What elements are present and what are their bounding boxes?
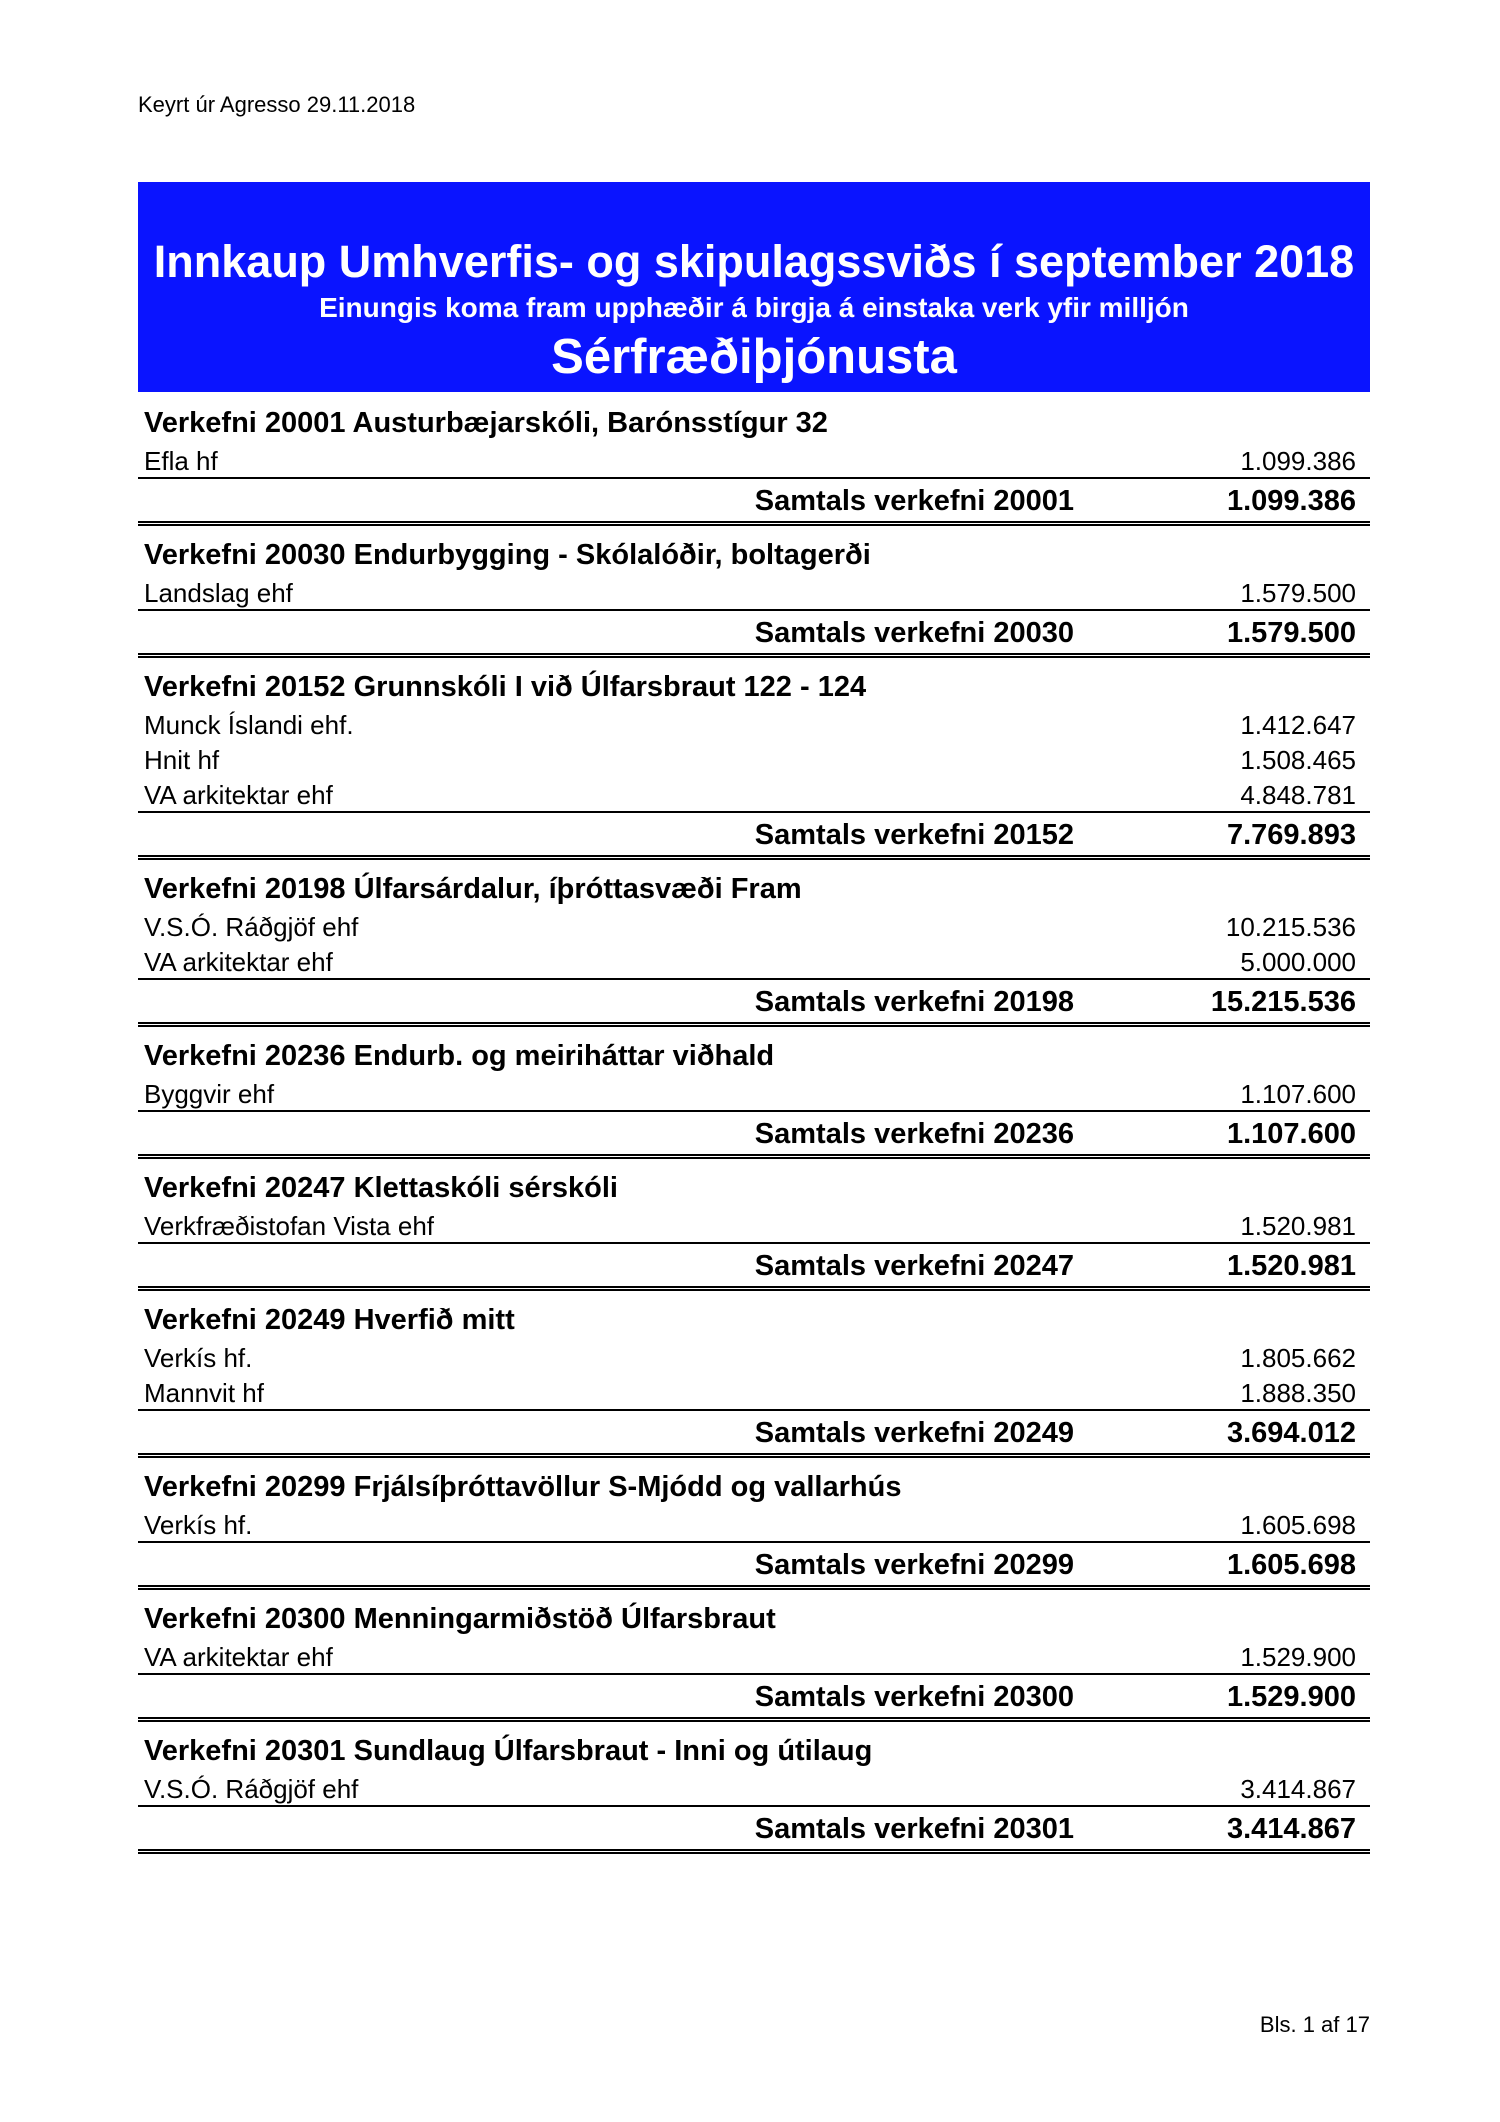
- project-title: Verkefni 20249 Hverfið mitt: [144, 1304, 515, 1336]
- project-total-amount: 15.215.536: [1210, 986, 1356, 1018]
- project-section: [138, 664, 1370, 860]
- project-section: [138, 1165, 1370, 1291]
- project-total-amount: 1.520.981: [1226, 1250, 1356, 1282]
- project-section: [138, 532, 1370, 658]
- page-number: Bls. 1 af 17: [1259, 2012, 1370, 2037]
- project-total-amount: 1.107.600: [1226, 1118, 1356, 1150]
- project-total-label: Samtals verkefni 20152: [754, 819, 1074, 851]
- project-total-row: [138, 611, 1370, 658]
- vendor-name: Munck Íslandi ehf.: [144, 710, 354, 740]
- vendor-row: [138, 706, 1370, 741]
- vendor-amount: 1.520.981: [1240, 1211, 1356, 1241]
- vendor-amount: 1.805.662: [1240, 1343, 1356, 1373]
- project-section: [138, 400, 1370, 526]
- vendor-name: Verkfræðistofan Vista ehf: [144, 1211, 435, 1241]
- project-total-row: [138, 1807, 1370, 1854]
- vendor-row: [138, 442, 1370, 479]
- vendor-name: VA arkitektar ehf: [144, 780, 333, 810]
- project-total-row: [138, 479, 1370, 526]
- project-title: Verkefni 20236 Endurb. og meiriháttar viðhald: [144, 1040, 775, 1072]
- vendor-row: [138, 943, 1370, 980]
- report-source-line: Keyrt úr Agresso 29.11.2018: [138, 92, 416, 117]
- project-total-label: Samtals verkefni 20299: [754, 1549, 1074, 1581]
- vendor-row: [138, 1075, 1370, 1112]
- vendor-amount: 1.888.350: [1240, 1378, 1356, 1408]
- project-title: Verkefni 20001 Austurbæjarskóli, Barónsstígur 32: [144, 407, 828, 439]
- project-section: [138, 866, 1370, 1027]
- vendor-row: [138, 574, 1370, 611]
- vendor-name: Hnit hf: [144, 745, 220, 775]
- project-title: Verkefni 20299 Frjálsíþróttavöllur S-Mjódd og vallarhús: [144, 1471, 902, 1503]
- project-title: Verkefni 20030 Endurbygging - Skólalóðir, boltagerði: [144, 539, 871, 571]
- project-title: Verkefni 20301 Sundlaug Úlfarsbraut - Inni og útilaug: [144, 1735, 873, 1767]
- project-section: [138, 1596, 1370, 1722]
- report-category: Sérfræðiþjónusta: [551, 330, 957, 384]
- vendor-row: [138, 1339, 1370, 1374]
- project-total-label: Samtals verkefni 20198: [754, 986, 1074, 1018]
- project-total-amount: 3.414.867: [1226, 1813, 1356, 1845]
- report-title: Innkaup Umhverfis- og skipulagssviðs í september 2018: [153, 236, 1355, 287]
- vendor-amount: 1.579.500: [1240, 578, 1356, 608]
- project-total-row: [138, 1543, 1370, 1590]
- project-total-row: [138, 1411, 1370, 1458]
- vendor-amount: 5.000.000: [1240, 947, 1356, 977]
- vendor-name: Mannvit hf: [144, 1378, 264, 1408]
- vendor-name: Efla hf: [144, 446, 218, 476]
- vendor-row: [138, 1374, 1370, 1411]
- vendor-amount: 3.414.867: [1240, 1774, 1356, 1804]
- projects-list: [138, 400, 1370, 1860]
- vendor-amount: 1.508.465: [1240, 745, 1356, 775]
- vendor-row: [138, 1506, 1370, 1543]
- vendor-name: VA arkitektar ehf: [144, 947, 333, 977]
- project-total-row: [138, 1675, 1370, 1722]
- project-total-amount: 1.099.386: [1226, 485, 1356, 517]
- project-total-amount: 1.529.900: [1226, 1681, 1356, 1713]
- project-section: [138, 1033, 1370, 1159]
- project-total-label: Samtals verkefni 20301: [754, 1813, 1074, 1845]
- vendor-name: V.S.Ó. Ráðgjöf ehf: [144, 912, 359, 942]
- project-total-row: [138, 813, 1370, 860]
- vendor-name: Landslag ehf: [144, 578, 293, 608]
- vendor-amount: 1.605.698: [1240, 1510, 1356, 1540]
- project-section: [138, 1728, 1370, 1854]
- project-total-amount: 1.605.698: [1226, 1549, 1356, 1581]
- vendor-name: Verkís hf.: [144, 1343, 253, 1373]
- project-title: Verkefni 20152 Grunnskóli I við Úlfarsbraut 122 - 124: [144, 671, 867, 703]
- project-total-label: Samtals verkefni 20249: [754, 1417, 1074, 1449]
- vendor-row: [138, 1638, 1370, 1675]
- vendor-name: V.S.Ó. Ráðgjöf ehf: [144, 1774, 359, 1804]
- vendor-amount: 1.412.647: [1240, 710, 1356, 740]
- project-total-label: Samtals verkefni 20247: [754, 1250, 1074, 1282]
- vendor-row: [138, 1770, 1370, 1807]
- vendor-row: [138, 1207, 1370, 1244]
- project-title: Verkefni 20198 Úlfarsárdalur, íþróttasvæði Fram: [144, 873, 802, 905]
- project-total-label: Samtals verkefni 20030: [754, 617, 1074, 649]
- project-section: [138, 1297, 1370, 1458]
- vendor-amount: 4.848.781: [1240, 780, 1356, 810]
- project-total-row: [138, 980, 1370, 1027]
- project-title: Verkefni 20247 Klettaskóli sérskóli: [144, 1172, 618, 1204]
- report-subtitle: Einungis koma fram upphæðir á birgja á einstaka verk yfir milljón: [319, 292, 1189, 323]
- vendor-row: [138, 776, 1370, 813]
- vendor-row: [138, 741, 1370, 776]
- project-total-label: Samtals verkefni 20300: [754, 1681, 1074, 1713]
- project-total-label: Samtals verkefni 20001: [754, 485, 1074, 517]
- project-total-row: [138, 1112, 1370, 1159]
- report-banner: [138, 182, 1370, 392]
- vendor-name: VA arkitektar ehf: [144, 1642, 333, 1672]
- project-total-row: [138, 1244, 1370, 1291]
- vendor-amount: 1.529.900: [1240, 1642, 1356, 1672]
- project-title: Verkefni 20300 Menningarmiðstöð Úlfarsbraut: [144, 1603, 776, 1635]
- vendor-name: Verkís hf.: [144, 1510, 253, 1540]
- project-total-amount: 3.694.012: [1226, 1417, 1356, 1449]
- project-total-label: Samtals verkefni 20236: [754, 1118, 1074, 1150]
- vendor-amount: 1.099.386: [1240, 446, 1356, 476]
- project-section: [138, 1464, 1370, 1590]
- vendor-amount: 1.107.600: [1240, 1079, 1356, 1109]
- project-total-amount: 7.769.893: [1226, 819, 1356, 851]
- vendor-name: Byggvir ehf: [144, 1079, 275, 1109]
- vendor-row: [138, 908, 1370, 943]
- vendor-amount: 10.215.536: [1225, 912, 1356, 942]
- project-total-amount: 1.579.500: [1226, 617, 1356, 649]
